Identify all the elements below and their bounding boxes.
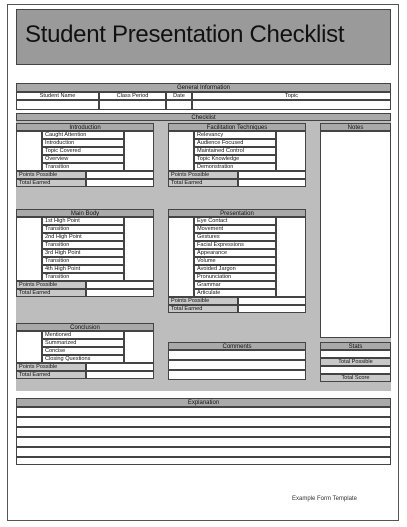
- introduction-points-possible-label: Points Possible: [16, 171, 86, 179]
- total-score-field[interactable]: [320, 366, 391, 374]
- introduction-total-earned-label: Total Earned: [16, 179, 86, 187]
- main-body-score-column[interactable]: [16, 217, 42, 281]
- topic-label: Topic: [192, 92, 391, 100]
- introduction-score-column[interactable]: [16, 131, 42, 171]
- main-body-item: 3rd High Point: [42, 249, 124, 257]
- facilitation-points-column[interactable]: [276, 131, 306, 171]
- date-label: Date: [166, 92, 192, 100]
- facilitation-item: Demonstration: [194, 163, 276, 171]
- total-score-label: Total Score: [320, 374, 391, 382]
- main-body-item: Transition: [42, 225, 124, 233]
- presentation-total-earned-field[interactable]: [238, 305, 306, 313]
- facilitation-score-column[interactable]: [168, 131, 194, 171]
- class-period-field[interactable]: [99, 100, 166, 110]
- main-body-item: 1st High Point: [42, 217, 124, 225]
- conclusion-points-column[interactable]: [124, 331, 154, 363]
- main-body-points-possible-field[interactable]: [86, 281, 154, 289]
- conclusion-header: Conclusion: [16, 323, 154, 331]
- explanation-line[interactable]: [16, 417, 391, 427]
- presentation-item: Gestures: [194, 233, 276, 241]
- checklist-header: Checklist: [16, 113, 391, 121]
- comments-line[interactable]: [168, 360, 306, 370]
- topic-field[interactable]: [192, 100, 391, 110]
- conclusion-points-possible-field[interactable]: [86, 363, 154, 371]
- presentation-item: Pronunciation: [194, 273, 276, 281]
- introduction-item: Introduction: [42, 139, 124, 147]
- title-bar: [16, 9, 391, 65]
- presentation-item: Avoided Jargon: [194, 265, 276, 273]
- student-name-field[interactable]: [16, 100, 99, 110]
- general-info-header: General Information: [16, 83, 391, 92]
- total-possible-field[interactable]: [320, 350, 391, 358]
- main-body-points-column[interactable]: [124, 217, 154, 281]
- date-field[interactable]: [166, 100, 192, 110]
- main-body-item: Transition: [42, 273, 124, 281]
- comments-line[interactable]: [168, 370, 306, 380]
- total-possible-label: Total Possible: [320, 358, 391, 366]
- explanation-line[interactable]: [16, 437, 391, 447]
- main-body-points-possible-label: Points Possible: [16, 281, 86, 289]
- conclusion-points-possible-label: Points Possible: [16, 363, 86, 371]
- presentation-header: Presentation: [168, 209, 306, 217]
- facilitation-total-earned-field[interactable]: [238, 179, 306, 187]
- checklist-page: [7, 4, 399, 521]
- stats-header: Stats: [320, 342, 391, 350]
- introduction-item: Transition: [42, 163, 124, 171]
- introduction-header: Introduction: [16, 123, 154, 131]
- presentation-total-earned-label: Total Earned: [168, 305, 238, 313]
- facilitation-total-earned-label: Total Earned: [168, 179, 238, 187]
- presentation-score-column[interactable]: [168, 217, 194, 297]
- introduction-points-possible-field[interactable]: [86, 171, 154, 179]
- explanation-line[interactable]: [16, 457, 391, 465]
- presentation-item: Appearance: [194, 249, 276, 257]
- footer-text: Example Form Template: [292, 496, 357, 502]
- presentation-item: Facial Expressions: [194, 241, 276, 249]
- main-body-item: Transition: [42, 241, 124, 249]
- notes-header: Notes: [320, 123, 391, 131]
- student-name-label: Student Name: [16, 92, 99, 100]
- conclusion-item: Summarized: [42, 339, 124, 347]
- presentation-item: Articulate: [194, 289, 276, 297]
- conclusion-item: Mentioned: [42, 331, 124, 339]
- introduction-points-column[interactable]: [124, 131, 154, 171]
- presentation-points-possible-label: Points Possible: [168, 297, 238, 305]
- facilitation-item: Maintained Control: [194, 147, 276, 155]
- presentation-item: Eye Contact: [194, 217, 276, 225]
- facilitation-header: Facilitation Techniques: [168, 123, 306, 131]
- conclusion-item: Closing Questions: [42, 355, 124, 363]
- facilitation-item: Topic Knowledge: [194, 155, 276, 163]
- introduction-total-earned-field[interactable]: [86, 179, 154, 187]
- class-period-label: Class Period: [99, 92, 166, 100]
- comments-line[interactable]: [168, 350, 306, 360]
- facilitation-item: Audience Focused: [194, 139, 276, 147]
- introduction-item: Topic Covered: [42, 147, 124, 155]
- main-body-item: 2nd High Point: [42, 233, 124, 241]
- main-body-total-earned-label: Total Earned: [16, 289, 86, 297]
- explanation-line[interactable]: [16, 447, 391, 457]
- presentation-item: Movement: [194, 225, 276, 233]
- presentation-item: Grammar: [194, 281, 276, 289]
- explanation-header: Explanation: [16, 398, 391, 407]
- main-body-item: Transition: [42, 257, 124, 265]
- conclusion-score-column[interactable]: [16, 331, 42, 363]
- notes-field[interactable]: [320, 131, 391, 338]
- conclusion-total-earned-label: Total Earned: [16, 371, 86, 379]
- facilitation-points-possible-field[interactable]: [238, 171, 306, 179]
- page-title: Student Presentation Checklist: [25, 21, 345, 48]
- conclusion-item: Concise: [42, 347, 124, 355]
- facilitation-item: Relevancy: [194, 131, 276, 139]
- facilitation-points-possible-label: Points Possible: [168, 171, 238, 179]
- presentation-points-column[interactable]: [276, 217, 306, 297]
- explanation-line[interactable]: [16, 427, 391, 437]
- main-body-item: 4th High Point: [42, 265, 124, 273]
- comments-header: Comments: [168, 342, 306, 350]
- presentation-points-possible-field[interactable]: [238, 297, 306, 305]
- introduction-item: Caught Attention: [42, 131, 124, 139]
- main-body-total-earned-field[interactable]: [86, 289, 154, 297]
- conclusion-total-earned-field[interactable]: [86, 371, 154, 379]
- main-body-header: Main Body: [16, 209, 154, 217]
- presentation-item: Volume: [194, 257, 276, 265]
- introduction-item: Overview: [42, 155, 124, 163]
- explanation-line[interactable]: [16, 407, 391, 417]
